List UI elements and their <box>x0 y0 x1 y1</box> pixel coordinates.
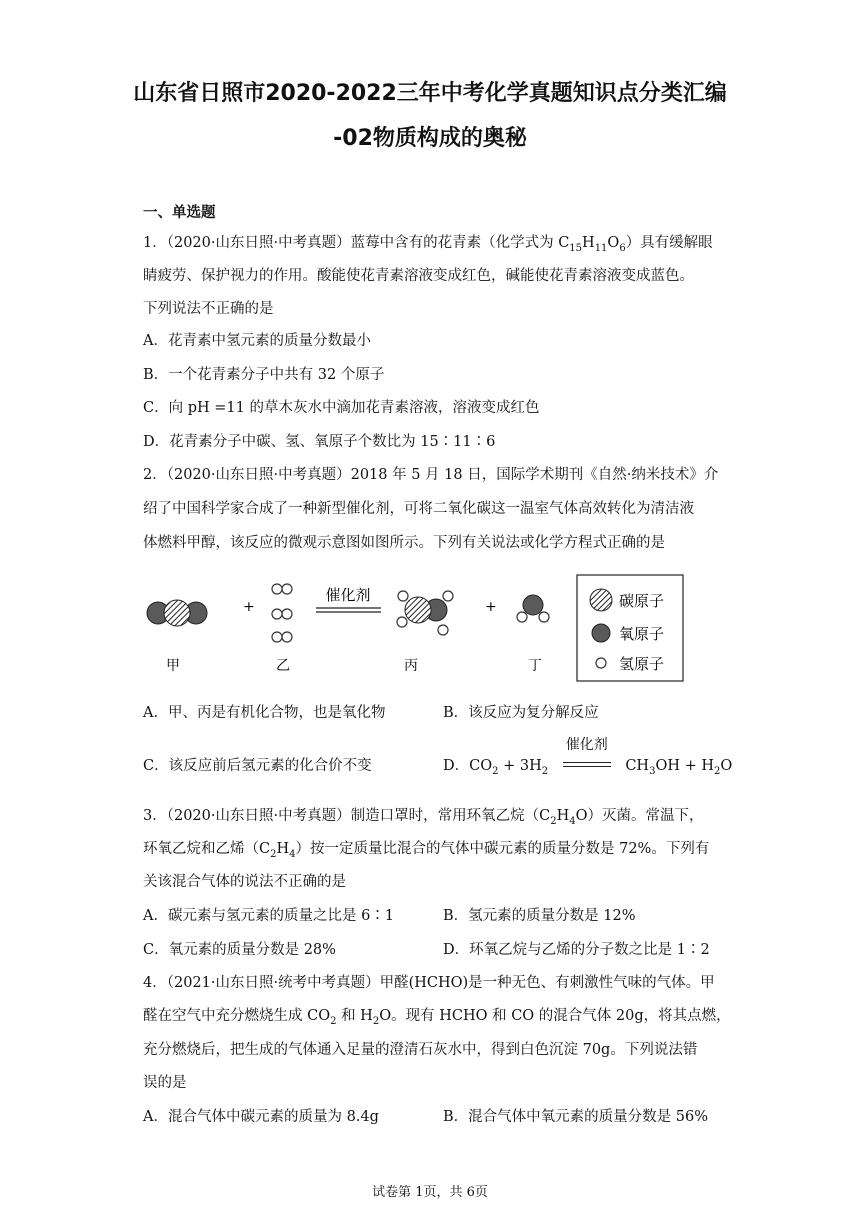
q1-line3: 下列说法不正确的是 <box>143 301 274 317</box>
catalyst-label: 催化剂 <box>325 586 371 604</box>
q2-line3: 体燃料甲醇，该反应的微观示意图如图所示。下列有关说法或化学方程式正确的是 <box>143 535 665 551</box>
q1-line2: 睛疲劳、保护视力的作用。酸能使花青素溶液变成红色，碱能使花青素溶液变成蓝色。 <box>143 268 694 284</box>
q3-line1: 3．（2020·山东日照·中考真题）制造口罩时，常用环氧乙烷$(C_2H_4O)$灭菌。常温下， <box>143 808 704 827</box>
label-yi: 乙 <box>276 658 290 674</box>
q4-line1: 4．（2021·山东日照·统考中考真题）甲醛(HCHO)是一种无色、有刺激性气味的气体。甲 <box>143 975 715 991</box>
q1-option-c: C．向 pH =11 的草木灰水中滴加花青素溶液，溶液变成红色 <box>143 400 540 416</box>
q3-line2: 环氧乙烷和乙烯$(C_2H_4)$按一定质量比混合的气体中碳元素的质量分数是 72%。下列有 <box>143 841 710 860</box>
q2-line1: 2．（2020·山东日照·中考真题）2018 年 5 月 18 日，国际学术期刊《自然·纳米技术》介 <box>143 467 719 483</box>
molecule-h2o <box>517 595 549 622</box>
molecule-h2 <box>272 584 292 642</box>
plus-sign-2: + <box>485 599 497 615</box>
q2-line2: 绍了中国科学家合成了一种新型催化剂，可将二氧化碳这一温室气体高效转化为清洁液 <box>143 501 694 517</box>
page-title-line2: -02物质构成的奥秘 <box>333 126 527 151</box>
q1-option-b: B．一个花青素分子中共有 32 个原子 <box>143 367 385 383</box>
q4-line2: 醛在空气中充分燃烧生成 $CO_2$ 和 $H_2O$。现有 HCHO 和 CO 的混合气体 20g，将其点燃， <box>143 1008 731 1027</box>
q4-option-a: A．混合气体中碳元素的质量为 8.4g <box>143 1109 379 1125</box>
q4-line4: 误的是 <box>143 1075 187 1091</box>
q4-line3: 充分燃烧后，把生成的气体通入足量的澄清石灰水中，得到白色沉淀 70g。下列说法错 <box>143 1042 698 1058</box>
q1-option-a: A．花青素中氢元素的质量分数最小 <box>143 333 371 349</box>
legend-carbon: 碳原子 <box>619 592 665 610</box>
page-footer: 试卷第 1页，共 6页 <box>372 1185 488 1200</box>
legend <box>577 575 683 681</box>
label-ding: 丁 <box>528 658 542 674</box>
q1-line1: 1．（2020·山东日照·中考真题）蓝莓中含有的花青素（化学式为 $C_{15}H_{11}O_6$）具有缓解眼 <box>143 235 713 254</box>
q2-option-b: B．该反应为复分解反应 <box>443 705 599 721</box>
legend-oxygen: 氧原子 <box>619 625 665 643</box>
reaction-diagram <box>143 572 688 682</box>
label-jia: 甲 <box>166 658 180 674</box>
plus-sign-1: + <box>243 599 255 615</box>
q2-option-c: C．该反应前后氢元素的化合价不变 <box>143 758 372 774</box>
q3-option-d: D．环氧乙烷与乙烯的分子数之比是 1∶2 <box>443 942 710 958</box>
q3-line3: 关该混合气体的说法不正确的是 <box>143 874 346 890</box>
q2-option-d: D．$CO_2 + 3H_2$ 催化剂 $CH_3OH + H_2O$ <box>443 737 733 777</box>
legend-hydrogen: 氢原子 <box>619 655 665 673</box>
q2-d-catalyst-arrow: 催化剂 <box>557 756 617 776</box>
molecule-co2 <box>147 600 207 626</box>
q2-option-a: A．甲、丙是有机化合物，也是氧化物 <box>143 705 386 721</box>
page-title-line1: 山东省日照市2020-2022三年中考化学真题知识点分类汇编 <box>133 81 727 106</box>
q3-option-b: B．氢元素的质量分数是 12% <box>443 908 636 924</box>
q3-option-a: A．碳元素与氢元素的质量之比是 6∶1 <box>143 908 395 924</box>
q3-option-c: C．氧元素的质量分数是 28% <box>143 942 336 958</box>
section-heading: 一、单选题 <box>143 204 216 221</box>
q4-option-b: B．混合气体中氧元素的质量分数是 56% <box>443 1109 708 1125</box>
q1-option-d: D．花青素分子中碳、氢、氧原子个数比为 15∶11∶6 <box>143 434 496 450</box>
molecule-ch3oh <box>397 591 453 635</box>
label-bing: 丙 <box>404 658 418 674</box>
